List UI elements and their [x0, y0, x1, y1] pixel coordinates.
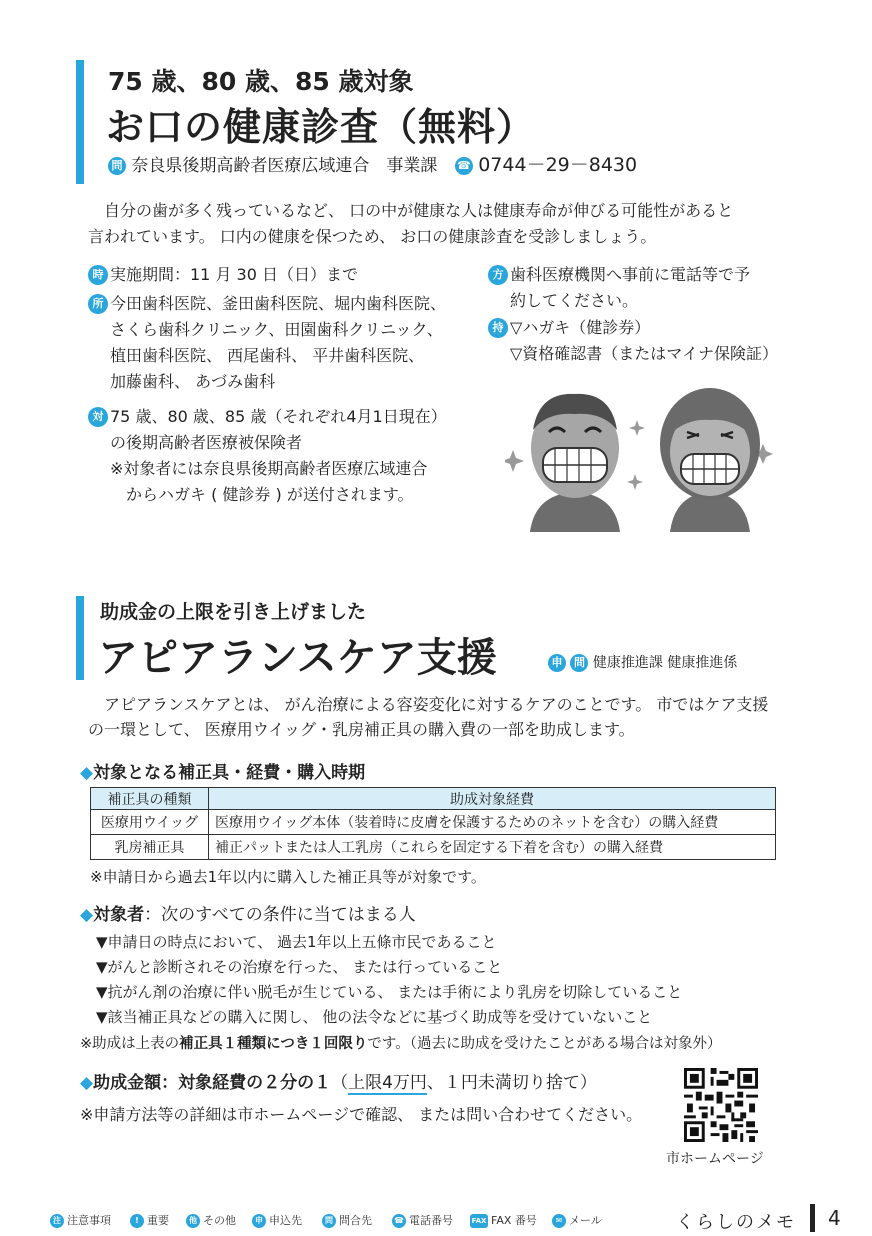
table-cell: 医療用ウイッグ [91, 810, 209, 835]
section2-contact [548, 652, 737, 672]
section1-intro-1: 自分の歯が多く残っているなど、 口の中が健康な人は健康寿命が伸びる可能性があると [88, 201, 734, 220]
method-text [510, 262, 750, 314]
legend-item [50, 1212, 111, 1228]
heading-eligible-items [80, 758, 365, 783]
section1-subtitle: 75 歳、80 歳、85 歳対象 [108, 67, 414, 96]
conditions-list [96, 930, 682, 1030]
method-line: 約してください。 [510, 291, 639, 310]
legend-label: 問合先 [339, 1214, 372, 1227]
legend-label: 注意事項 [67, 1214, 111, 1227]
heading-text: 助成金額：対象経費の２分の１ [93, 1073, 332, 1093]
contact-phone: 0744－29－8430 [478, 154, 638, 176]
phone-icon: ☎ [392, 1214, 406, 1228]
section1-title: お口の健康診査（無料） [106, 105, 536, 149]
table-header: 助成対象経費 [209, 788, 776, 810]
bring-icon: 持 [488, 318, 508, 338]
section2-accent-bar [76, 596, 84, 680]
place-line: 加藤歯科、 あづみ歯科 [110, 372, 276, 391]
legend-item [322, 1212, 372, 1228]
method-line: 歯科医療機関へ事前に電話等で予 [510, 265, 751, 284]
table-cell: 乳房補正具 [91, 835, 209, 860]
important-icon: ! [130, 1214, 144, 1228]
method-icon: 方 [488, 265, 508, 285]
list-item: ▼がんと診断されその治療を行った、 または行っていること [96, 958, 503, 976]
target-line: からハガキ ( 健診券 ) が送付されます。 [110, 485, 414, 504]
qr-code-icon[interactable] [684, 1068, 758, 1142]
diamond-bullet-icon: ◆ [80, 905, 94, 925]
place-line: さくら歯科クリニック、田園歯科クリニック、 [110, 320, 443, 339]
diamond-bullet-icon: ◆ [80, 1073, 94, 1093]
target-line: の後期高齢者医療被保険者 [110, 433, 303, 452]
legend-label: FAX 番号 [491, 1214, 537, 1227]
woman-figure [660, 388, 760, 532]
section1-contact [108, 150, 637, 177]
legend-label: 重要 [147, 1214, 169, 1227]
mail-icon: ✉ [552, 1214, 566, 1228]
legend-item [130, 1212, 169, 1228]
limit-note [80, 1032, 721, 1053]
table-row [91, 810, 776, 835]
legend-item [470, 1212, 537, 1228]
fax-icon: FAX [470, 1214, 488, 1228]
smiling-seniors-illustration [505, 382, 775, 532]
section1-accent-bar [76, 60, 84, 184]
limit-note-a: ※助成は上表の [80, 1036, 180, 1052]
section2-subtitle: 助成金の上限を引き上げました [100, 601, 367, 623]
legend-label: 申込先 [269, 1214, 302, 1227]
footer-divider [810, 1204, 815, 1232]
target-line: ※対象者には奈良県後期高齢者医療広域連合 [110, 459, 428, 478]
phone-icon: ☎ [455, 157, 473, 175]
heading-eligible-persons [80, 900, 416, 925]
heading-text: 対象者 [93, 905, 145, 925]
section-name: くらしのメモ [676, 1212, 796, 1233]
contact-org: 奈良県後期高齢者医療広域連合 事業課 [131, 156, 438, 176]
table-header: 補正具の種類 [91, 788, 209, 810]
time-text: 実施期間：11 月 30 日（日）まで [110, 265, 358, 284]
target-list [110, 404, 447, 508]
apply-icon: 申 [252, 1214, 266, 1228]
legend-item [552, 1212, 602, 1228]
inquiry-icon: 問 [570, 654, 588, 672]
inquiry-icon: 問 [108, 157, 126, 175]
section2-intro-1: アピアランスケアとは、 がん治療による容姿変化に対するケアのことです。 市ではケア支援 [88, 695, 769, 714]
list-item: ▼申請日の時点において、 過去1年以上五條市民であること [96, 933, 497, 951]
bring-line: ▽資格確認書（またはマイナ保険証） [510, 344, 778, 363]
section2-intro-2: の一環として、 医療用ウイッグ・乳房補正具の購入費の一部を助成します。 [88, 720, 635, 739]
caution-icon: 注 [50, 1214, 64, 1228]
heading-subsidy-amount [80, 1068, 597, 1093]
heading-rest: 、１円未満切り捨て） [426, 1073, 597, 1093]
eligible-items-table [90, 787, 776, 860]
bring-line: ▽ハガキ（健診券） [510, 318, 651, 337]
table-note: ※申請日から過去1年以内に購入した補正具等が対象です。 [90, 868, 486, 886]
place-list [110, 291, 446, 395]
section1-intro-2: 言われています。 口内の健康を保つため、 お口の健康診査を受診しましょう。 [88, 227, 657, 246]
place-line: 今田歯科医院、釜田歯科医院、堀内歯科医院、 [110, 294, 447, 313]
target-line: 75 歳、80 歳、85 歳（それぞれ4月1日現在） [110, 407, 447, 426]
limit-note-c: です。（過去に助成を受けたことがある場合は対象外） [367, 1036, 722, 1052]
place-line: 植田歯科医院、 西尾歯科、 平井歯科医院、 [110, 346, 425, 365]
inquiry-icon: 問 [322, 1214, 336, 1228]
contact-dept: 健康推進課 健康推進係 [592, 655, 738, 671]
table-cell: 医療用ウイッグ本体（装着時に皮膚を保護するためのネットを含む）の購入経費 [209, 810, 776, 835]
legend-label: その他 [203, 1214, 236, 1227]
other-icon: 他 [186, 1214, 200, 1228]
apply-icon: 申 [548, 654, 566, 672]
table-row [91, 835, 776, 860]
subsidy-limit-highlight: 上限4万円 [348, 1073, 427, 1093]
bring-list [510, 315, 778, 367]
qr-label: 市ホームページ [666, 1151, 764, 1167]
target-icon: 対 [88, 407, 108, 427]
legend-label: 電話番号 [409, 1214, 453, 1227]
man-figure [530, 394, 620, 532]
legend-item [186, 1212, 236, 1228]
table-header-row [91, 788, 776, 810]
diamond-bullet-icon: ◆ [80, 763, 94, 783]
paren-open: （ [331, 1073, 349, 1093]
place-icon: 所 [88, 294, 108, 314]
limit-note-emphasis: 補正具１種類につき１回限り [179, 1036, 368, 1052]
heading-text: 対象となる補正具・経費・購入時期 [93, 763, 366, 783]
legend-item [392, 1212, 453, 1228]
time-icon: 時 [88, 265, 108, 285]
legend-item [252, 1212, 302, 1228]
section2-title: アピアランスケア支援 [98, 635, 497, 681]
heading-desc: ：次のすべての条件に当てはまる人 [144, 905, 416, 925]
final-note: ※申請方法等の詳細は市ホームページで確認、 または問い合わせてください。 [80, 1105, 643, 1124]
list-item: ▼該当補正具などの購入に関し、 他の法令などに基づく助成等を受けていないこと [96, 1008, 653, 1026]
table-cell: 補正パットまたは人工乳房（これらを固定する下着を含む）の購入経費 [209, 835, 776, 860]
page-number: 4 [828, 1206, 841, 1230]
list-item: ▼抗がん剤の治療に伴い脱毛が生じている、 または手術により乳房を切除していること [96, 983, 683, 1001]
legend-label: メール [569, 1214, 602, 1227]
